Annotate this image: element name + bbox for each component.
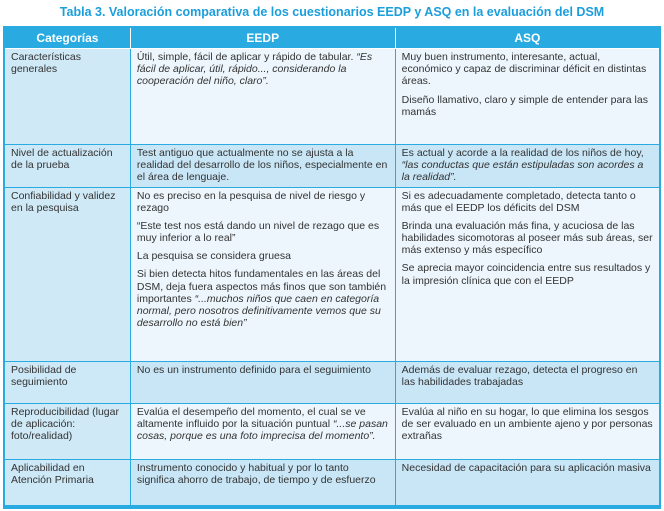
body-text: “Este test nos está dando un nivel de rezago que es muy inferior a lo real” bbox=[136, 219, 380, 245]
table-row bbox=[4, 187, 660, 361]
category-cell: Posibilidad de seguimiento bbox=[4, 361, 130, 403]
header-eedp: EEDP bbox=[130, 27, 395, 49]
table-row bbox=[4, 403, 660, 459]
table-row bbox=[4, 361, 660, 403]
header-categorias: Categorías bbox=[4, 27, 130, 49]
category-cell: Aplicabilidad en Atención Primaria bbox=[4, 459, 130, 507]
asq-cell bbox=[395, 145, 660, 188]
cell-paragraph bbox=[137, 268, 389, 329]
eedp-cell bbox=[130, 145, 395, 188]
table-body bbox=[4, 49, 660, 507]
body-text: Instrumento conocido y habitual y por lo tanto significa ahorro de trabajo, de tiempo y de esfuerzo bbox=[136, 461, 376, 486]
table-header bbox=[4, 27, 660, 49]
table-row bbox=[4, 49, 660, 145]
body-text: Evalúa el desempeño del momento, el cual se ve altamente influido por la situación puntual bbox=[136, 405, 366, 430]
table-row bbox=[4, 459, 660, 507]
cell-paragraph bbox=[137, 406, 389, 443]
body-text: Evalúa al niño en su hogar, lo que elimina los sesgos de ser evaluado en un ambiente ajeno y por personas extrañas bbox=[401, 405, 653, 442]
cell-paragraph bbox=[402, 462, 653, 474]
quote-text: “...se pasan cosas, porque es una foto imprecisa del momento”. bbox=[136, 417, 388, 442]
cell-paragraph bbox=[402, 147, 653, 184]
category-cell: Reproducibilidad (lugar de aplicación: foto/realidad) bbox=[4, 403, 130, 459]
cell-paragraph bbox=[137, 250, 389, 262]
cell-paragraph bbox=[137, 147, 389, 184]
eedp-cell bbox=[130, 361, 395, 403]
eedp-cell bbox=[130, 187, 395, 361]
asq-cell bbox=[395, 361, 660, 403]
category-cell: Nivel de actualización de la prueba bbox=[4, 145, 130, 188]
body-text: Test antiguo que actualmente no se ajusta a la realidad del desarrollo de los niños, especialmente en el área de lenguaje. bbox=[136, 147, 388, 184]
quote-text: “...muchos niños que caen en categoría normal, pero nosotros definitivamente vemos que su desarrollo no está bien” bbox=[136, 292, 381, 330]
cell-paragraph bbox=[402, 220, 653, 257]
header-row bbox=[4, 27, 660, 49]
cell-paragraph bbox=[402, 262, 653, 286]
body-text: No es preciso en la pesquisa de nivel de riesgo y rezago bbox=[136, 189, 366, 214]
cell-paragraph bbox=[137, 190, 389, 214]
cell-paragraph bbox=[402, 94, 653, 118]
body-text: No es un instrumento definido para el seguimiento bbox=[136, 363, 371, 376]
body-text: Además de evaluar rezago, detecta el progreso en las habilidades trabajadas bbox=[401, 363, 638, 388]
eedp-cell bbox=[130, 403, 395, 459]
comparison-table bbox=[3, 26, 661, 509]
body-text: Brinda una evaluación más fina, y acuciosa de las habilidades sicomotoras al poseer más sub áreas, ser más extenso y más específico bbox=[401, 219, 653, 257]
category-cell: Confiabilidad y validez en la pesquisa bbox=[4, 187, 130, 361]
body-text: Muy buen instrumento, interesante, actual, económico y capaz de discriminar déficit en distintas áreas. bbox=[401, 51, 647, 88]
cell-paragraph bbox=[402, 190, 653, 214]
cell-paragraph bbox=[137, 364, 389, 376]
cell-paragraph bbox=[402, 406, 653, 443]
cell-paragraph bbox=[137, 51, 389, 88]
cell-paragraph bbox=[402, 364, 653, 388]
cell-paragraph bbox=[137, 462, 389, 486]
eedp-cell bbox=[130, 49, 395, 145]
table-title: Tabla 3. Valoración comparativa de los cuestionarios EEDP y ASQ en la evaluación del DSM bbox=[59, 5, 605, 19]
body-text: Se aprecia mayor coincidencia entre sus resultados y la impresión clínica que con el EEDP bbox=[401, 262, 651, 287]
table-row bbox=[4, 145, 660, 188]
body-text: Necesidad de capacitación para su aplicación masiva bbox=[401, 461, 651, 474]
eedp-cell bbox=[130, 459, 395, 507]
cell-paragraph bbox=[402, 51, 653, 88]
body-text: Si bien detecta hitos fundamentales en las áreas del DSM, deja fuera aspectos más finos que son también importantes bbox=[136, 268, 387, 305]
category-cell: Características generales bbox=[4, 49, 130, 145]
quote-text: “las conductas que están estipuladas son acordes a la realidad”. bbox=[401, 159, 644, 184]
quote-text: “Es fácil de aplicar, útil, rápido..., considerando la cooperación del niño, claro”. bbox=[136, 51, 373, 88]
body-text: Si es adecuadamente completado, detecta tanto o más que el EEDP los déficits del DSM bbox=[401, 189, 636, 214]
asq-cell bbox=[395, 459, 660, 507]
asq-cell bbox=[395, 187, 660, 361]
body-text: La pesquisa se considera gruesa bbox=[136, 250, 291, 263]
cell-paragraph bbox=[137, 220, 389, 244]
header-asq: ASQ bbox=[395, 27, 660, 49]
body-text: Es actual y acorde a la realidad de los niños de hoy, bbox=[401, 147, 644, 159]
asq-cell bbox=[395, 49, 660, 145]
body-text: Diseño llamativo, claro y simple de entender para las mamás bbox=[401, 93, 648, 118]
asq-cell bbox=[395, 403, 660, 459]
body-text: Útil, simple, fácil de aplicar y rápido de tabular. bbox=[136, 51, 357, 63]
